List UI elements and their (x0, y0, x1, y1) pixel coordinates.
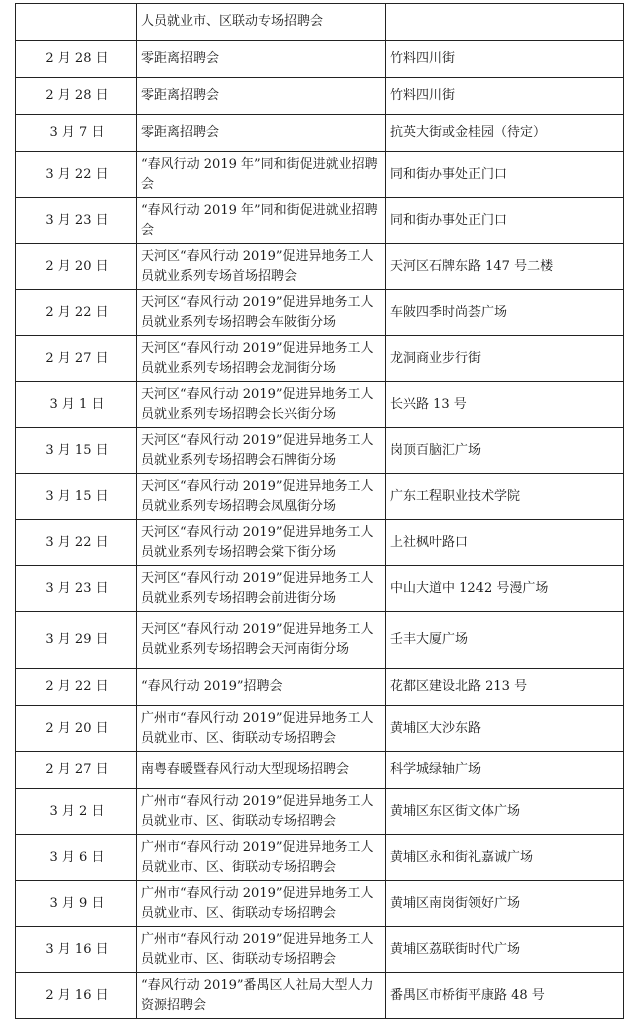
venue-cell: 竹料四川街 (386, 41, 624, 78)
event-cell: 天河区“春风行动 2019”促进异地务工人员就业系列专场首场招聘会 (137, 244, 386, 290)
venue-cell: 同和街办事处正门口 (386, 152, 624, 198)
date-cell: 3 月 6 日 (16, 835, 137, 881)
event-cell: 天河区“春风行动 2019”促进异地务工人员就业系列专场招聘会棠下街分场 (137, 520, 386, 566)
table-row (16, 669, 624, 706)
venue-cell: 竹料四川街 (386, 78, 624, 115)
event-cell: 零距离招聘会 (137, 78, 386, 115)
date-cell (16, 4, 137, 41)
event-cell: “春风行动 2019 年”同和街促进就业招聘会 (137, 198, 386, 244)
event-cell: 南粤春暖暨春风行动大型现场招聘会 (137, 752, 386, 789)
date-cell: 2 月 27 日 (16, 336, 137, 382)
venue-cell: 上社枫叶路口 (386, 520, 624, 566)
venue-cell: 黄埔区荔联街时代广场 (386, 927, 624, 973)
event-cell: 天河区“春风行动 2019”促进异地务工人员就业系列专场招聘会龙洞街分场 (137, 336, 386, 382)
event-cell: 广州市“春风行动 2019”促进异地务工人员就业市、区、街联动专场招聘会 (137, 881, 386, 927)
venue-cell: 黄埔区大沙东路 (386, 706, 624, 752)
table-row (16, 881, 624, 927)
date-cell: 2 月 22 日 (16, 669, 137, 706)
date-cell: 3 月 23 日 (16, 566, 137, 612)
venue-cell: 同和街办事处正门口 (386, 198, 624, 244)
venue-cell: 车陂四季时尚荟广场 (386, 290, 624, 336)
venue-cell: 番禺区市桥街平康路 48 号 (386, 973, 624, 1019)
table-row (16, 336, 624, 382)
date-cell: 3 月 7 日 (16, 115, 137, 152)
event-cell: 广州市“春风行动 2019”促进异地务工人员就业市、区、街联动专场招聘会 (137, 706, 386, 752)
venue-cell: 岗顶百脑汇广场 (386, 428, 624, 474)
date-cell: 3 月 15 日 (16, 428, 137, 474)
event-cell: 人员就业市、区联动专场招聘会 (137, 4, 386, 41)
event-cell: 天河区“春风行动 2019”促进异地务工人员就业系列专场招聘会凤凰街分场 (137, 474, 386, 520)
date-cell: 2 月 16 日 (16, 973, 137, 1019)
venue-cell (386, 4, 624, 41)
date-cell: 3 月 9 日 (16, 881, 137, 927)
event-cell: “春风行动 2019 年”同和街促进就业招聘会 (137, 152, 386, 198)
date-cell: 3 月 22 日 (16, 152, 137, 198)
venue-cell: 龙洞商业步行街 (386, 336, 624, 382)
event-cell: 天河区“春风行动 2019”促进异地务工人员就业系列专场招聘会车陂街分场 (137, 290, 386, 336)
event-cell: “春风行动 2019”番禺区人社局大型人力资源招聘会 (137, 973, 386, 1019)
venue-cell: 长兴路 13 号 (386, 382, 624, 428)
date-cell: 3 月 23 日 (16, 198, 137, 244)
table-body (16, 4, 624, 1019)
venue-cell: 壬丰大厦广场 (386, 612, 624, 669)
table-row (16, 752, 624, 789)
date-cell: 2 月 27 日 (16, 752, 137, 789)
event-cell: 天河区“春风行动 2019”促进异地务工人员就业系列专场招聘会前进街分场 (137, 566, 386, 612)
venue-cell: 中山大道中 1242 号漫广场 (386, 566, 624, 612)
table-row (16, 382, 624, 428)
event-cell: 天河区“春风行动 2019”促进异地务工人员就业系列专场招聘会长兴街分场 (137, 382, 386, 428)
table-row (16, 428, 624, 474)
table-row (16, 612, 624, 669)
venue-cell: 抗英大街或金桂园（待定） (386, 115, 624, 152)
date-cell: 2 月 28 日 (16, 78, 137, 115)
date-cell: 2 月 20 日 (16, 244, 137, 290)
date-cell: 2 月 22 日 (16, 290, 137, 336)
date-cell: 3 月 15 日 (16, 474, 137, 520)
table-row (16, 41, 624, 78)
date-cell: 3 月 29 日 (16, 612, 137, 669)
date-cell: 2 月 20 日 (16, 706, 137, 752)
venue-cell: 天河区石牌东路 147 号二楼 (386, 244, 624, 290)
date-cell: 3 月 22 日 (16, 520, 137, 566)
venue-cell: 黄埔区东区街文体广场 (386, 789, 624, 835)
venue-cell: 广东工程职业技术学院 (386, 474, 624, 520)
table-row (16, 152, 624, 198)
venue-cell: 科学城绿轴广场 (386, 752, 624, 789)
event-cell: 天河区“春风行动 2019”促进异地务工人员就业系列专场招聘会天河南街分场 (137, 612, 386, 669)
table-row (16, 789, 624, 835)
venue-cell: 花都区建设北路 213 号 (386, 669, 624, 706)
event-cell: 零距离招聘会 (137, 41, 386, 78)
table-row (16, 4, 624, 41)
table-row (16, 474, 624, 520)
event-cell: 天河区“春风行动 2019”促进异地务工人员就业系列专场招聘会石牌街分场 (137, 428, 386, 474)
job-fair-table (15, 3, 624, 1019)
date-cell: 3 月 16 日 (16, 927, 137, 973)
table-row (16, 835, 624, 881)
table-row (16, 927, 624, 973)
table-row (16, 198, 624, 244)
event-cell: 零距离招聘会 (137, 115, 386, 152)
table-row (16, 290, 624, 336)
venue-cell: 黄埔区南岗街领好广场 (386, 881, 624, 927)
table-row (16, 115, 624, 152)
table-row (16, 78, 624, 115)
event-cell: “春风行动 2019”招聘会 (137, 669, 386, 706)
event-cell: 广州市“春风行动 2019”促进异地务工人员就业市、区、街联动专场招聘会 (137, 835, 386, 881)
date-cell: 3 月 1 日 (16, 382, 137, 428)
table-row (16, 520, 624, 566)
table-row (16, 244, 624, 290)
table-row (16, 973, 624, 1019)
venue-cell: 黄埔区永和街礼嘉诚广场 (386, 835, 624, 881)
table-row (16, 706, 624, 752)
event-cell: 广州市“春风行动 2019”促进异地务工人员就业市、区、街联动专场招聘会 (137, 789, 386, 835)
event-cell: 广州市“春风行动 2019”促进异地务工人员就业市、区、街联动专场招聘会 (137, 927, 386, 973)
date-cell: 3 月 2 日 (16, 789, 137, 835)
table-row (16, 566, 624, 612)
date-cell: 2 月 28 日 (16, 41, 137, 78)
